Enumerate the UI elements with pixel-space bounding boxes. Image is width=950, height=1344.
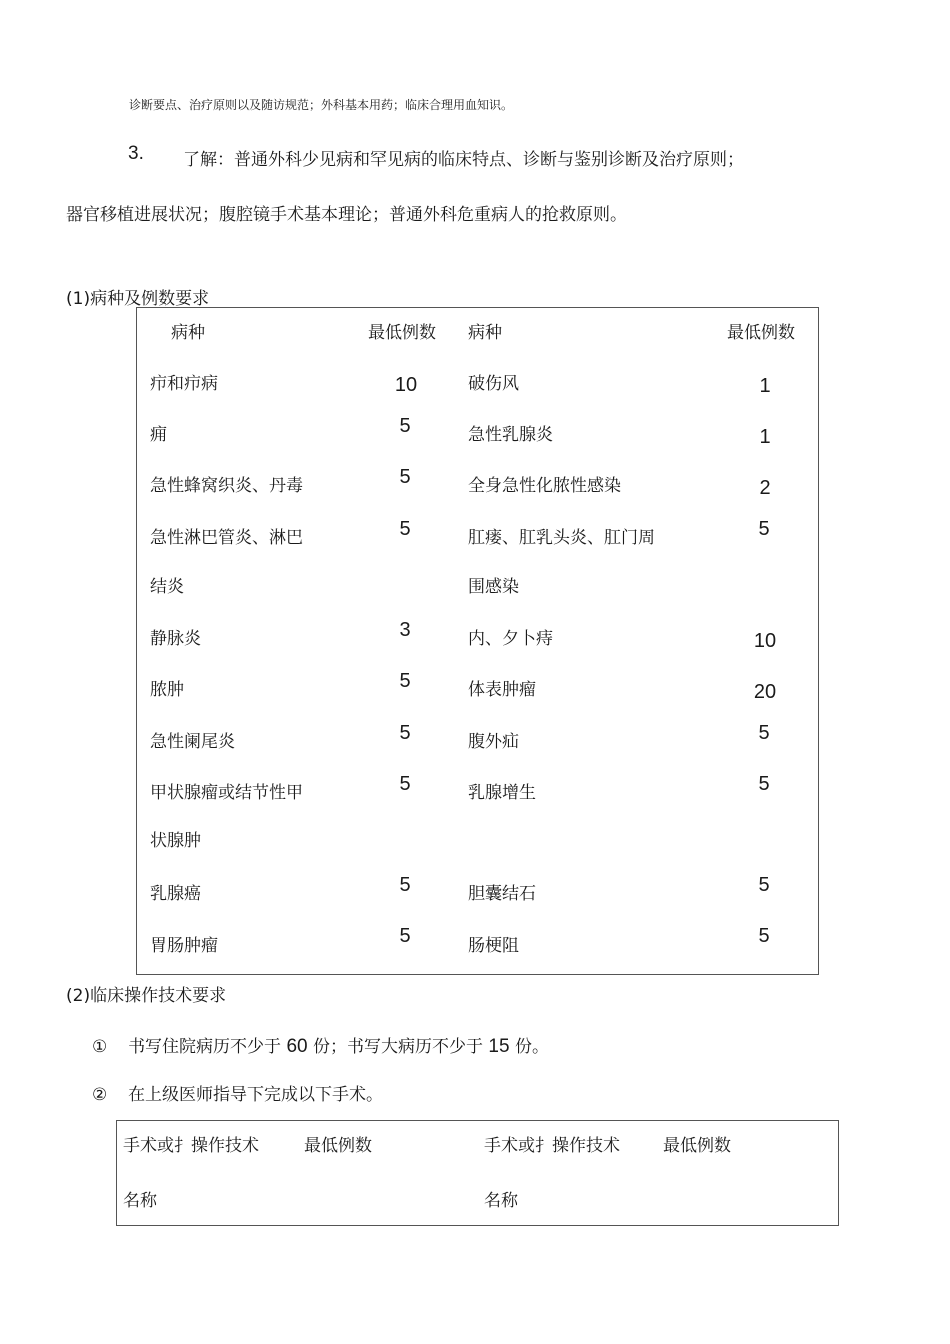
surgery-header-left-name: 手术或扌操作技术 [123, 1136, 259, 1156]
table-row-right-name: 胆囊结石 [468, 884, 536, 904]
table-row-right-name-cont: 围感染 [468, 577, 519, 597]
table-row-right-value: 10 [753, 630, 777, 652]
header-min-left: 最低例数 [368, 323, 436, 343]
header-disease-left: 病种 [171, 323, 205, 343]
header-min-right: 最低例数 [727, 323, 795, 343]
table-row-left-value: 5 [399, 925, 411, 947]
table-row-right-name: 破伤风 [468, 374, 519, 394]
section2-item1 [92, 1032, 549, 1058]
table-row-right-name: 肠梗阻 [468, 936, 519, 956]
table-row-right-name: 腹外疝 [468, 732, 519, 752]
table-row-right-name: 全身急性化脓性感染 [468, 476, 621, 496]
surgery-header-right-name: 手术或扌操作技术 [484, 1136, 620, 1156]
table-row-left-name: 急性淋巴管炎、淋巴 [150, 528, 303, 548]
table-row-right-value: 5 [758, 773, 770, 795]
item3-line2: 器官移植进展状况；腹腔镜手术基本理论；普通外科危重病人的抢救原则。 [66, 205, 627, 225]
surgery-header-right-name-cont: 名称 [484, 1191, 518, 1211]
table-row-left-name: 急性蜂窝织炎、丹毒 [150, 476, 303, 496]
table-row-left-name: 疖和疖病 [150, 374, 218, 394]
section2-title: (2)临床操作技术要求 [66, 986, 227, 1006]
item1-text-c: 份。 [514, 1037, 549, 1057]
item2-text: 在上级医师指导下完成以下手术。 [128, 1085, 384, 1105]
item1-num-b: 15 [488, 1036, 510, 1057]
table-row-right-name: 内、夕卜痔 [468, 629, 553, 649]
item1-text-a: 书写住院病历不少于 [128, 1037, 282, 1057]
section2-item2 [92, 1080, 383, 1105]
table-row-right-name: 乳腺增生 [468, 783, 536, 803]
table-row-left-name-cont: 结炎 [150, 577, 184, 597]
surgery-header-right-min: 最低例数 [663, 1136, 731, 1156]
table-row-right-name: 急性乳腺炎 [468, 425, 553, 445]
table-row-left-name: 脓肿 [150, 680, 184, 700]
table-row-left-value: 5 [399, 773, 411, 795]
surgery-header-left-name-cont: 名称 [123, 1191, 157, 1211]
table-row-right-name: 体表肿瘤 [468, 680, 536, 700]
table-row-left-name: 急性阑尾炎 [150, 732, 235, 752]
surgery-header-left-min: 最低例数 [304, 1136, 372, 1156]
item3-line1: 了解：普通外科少见病和罕见病的临床特点、诊断与鉴别诊断及治疗原则； [183, 150, 744, 170]
header-disease-right: 病种 [468, 323, 502, 343]
table-row-right-value: 1 [759, 426, 771, 448]
table-row-right-name: 肛瘘、肛乳头炎、肛门周 [468, 528, 655, 548]
table-row-left-value: 5 [399, 466, 411, 488]
table-row-left-name: 静脉炎 [150, 629, 201, 649]
table-row-left-value: 5 [399, 518, 411, 540]
table-row-right-value: 5 [758, 518, 770, 540]
item3-number: 3. [128, 143, 144, 164]
intro-line: 诊断要点、治疗原则以及随访规范；外科基本用药；临床合理用血知识。 [129, 98, 514, 112]
section1-title: (1)病种及例数要求 [66, 289, 210, 309]
table-row-right-value: 1 [759, 375, 771, 397]
item1-marker: ① [92, 1037, 108, 1057]
table-row-left-value: 5 [399, 874, 411, 896]
item1-text-b: 份；书写大病历不少于 [313, 1037, 484, 1057]
table-row-right-value: 20 [753, 681, 777, 703]
table-row-left-name: 胃肠肿瘤 [150, 936, 218, 956]
table-row-left-name: 甲状腺瘤或结节性甲 [150, 783, 303, 803]
table-row-left-value: 5 [399, 722, 411, 744]
table-row-left-value: 3 [399, 619, 411, 641]
table-row-right-value: 2 [759, 477, 771, 499]
table-row-left-name-cont: 状腺肿 [150, 831, 201, 851]
item1-num-a: 60 [286, 1036, 308, 1057]
item2-marker: ② [92, 1085, 108, 1105]
table-row-right-value: 5 [758, 722, 770, 744]
table-row-left-name: 痈 [150, 425, 167, 445]
table-row-left-name: 乳腺癌 [150, 884, 201, 904]
table-row-left-value: 10 [394, 374, 418, 396]
table-row-left-value: 5 [399, 415, 411, 437]
table-row-left-value: 5 [399, 670, 411, 692]
table-row-right-value: 5 [758, 925, 770, 947]
table-row-right-value: 5 [758, 874, 770, 896]
